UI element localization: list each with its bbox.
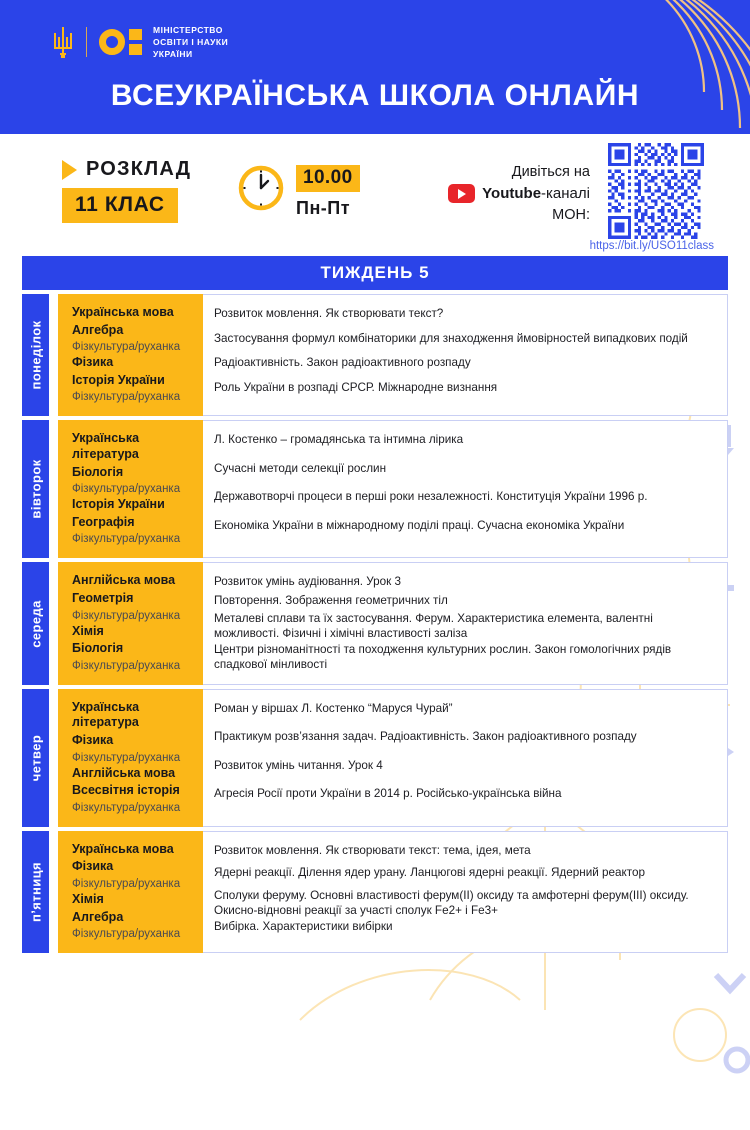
lesson-slot: Вибірка. Характеристики вибірки bbox=[214, 919, 393, 933]
ministry-name bbox=[153, 24, 228, 60]
week-banner: ТИЖДЕНЬ 5 bbox=[22, 256, 728, 290]
lesson-slot: Роман у віршах Л. Костенко “Маруся Чурай” bbox=[214, 701, 453, 715]
subject-slot: Історія України Фізкультура/руханка bbox=[72, 372, 181, 404]
lesson-column bbox=[203, 689, 728, 827]
youtube-brand: Youtube bbox=[482, 185, 542, 203]
subject-column bbox=[58, 294, 203, 416]
lesson-slot: Розвиток мовлення. Як створювати текст? bbox=[214, 307, 444, 320]
subject-column bbox=[58, 420, 203, 558]
subject-slot: Англійська мова bbox=[72, 573, 176, 588]
subject-slot: Хімія bbox=[72, 891, 104, 906]
day-row bbox=[22, 294, 728, 416]
subject-slot: Геометрія Фізкультура/руханка bbox=[72, 591, 181, 622]
schedule-table bbox=[22, 256, 728, 953]
lesson-slot: Застосування формул комбінаторики для знаходження ймовірностей випадкових подій bbox=[214, 331, 688, 345]
lesson-column bbox=[203, 294, 728, 416]
day-label: понеділок bbox=[28, 320, 43, 390]
oe-bars-icon bbox=[129, 29, 142, 55]
ministry-line-1: МІНІСТЕРСТВО bbox=[153, 25, 223, 35]
days-label: Пн-Пт bbox=[296, 198, 351, 218]
subject-column bbox=[58, 831, 203, 953]
time-badge: 10.00 bbox=[296, 165, 360, 192]
subject-slot: Біологія Фізкультура/руханка bbox=[72, 464, 181, 496]
day-label: п’ятниця bbox=[28, 861, 43, 922]
subject-slot: Фізика Фізкультура/руханка bbox=[72, 733, 181, 764]
lesson-slot: Ядерні реакції. Ділення ядер урану. Ланцюгові ядерні реакції. Ядерний реактор bbox=[214, 866, 645, 880]
watch-line-1: Дивіться на bbox=[511, 164, 590, 180]
subject-slot: Українська література bbox=[72, 699, 140, 730]
subject-slot: Українська література bbox=[72, 431, 140, 461]
page-header bbox=[0, 0, 750, 134]
play-triangle-icon bbox=[62, 160, 77, 180]
lesson-column bbox=[203, 831, 728, 953]
header-decorative-arcs bbox=[580, 0, 750, 134]
subject-column bbox=[58, 562, 203, 684]
lesson-slot: Центри різноманітності та походження культурних рослин. Закон гомологічних рядів спадкової мінливості bbox=[214, 642, 672, 672]
ministry-line-3: УКРАЇНИ bbox=[153, 49, 193, 60]
clock-icon bbox=[237, 164, 285, 212]
youtube-brand-suffix: -каналі bbox=[541, 185, 590, 203]
lesson-slot: Економіка України в міжнародному поділі праці. Сучасна економіка України bbox=[214, 518, 625, 532]
info-strip bbox=[0, 134, 750, 256]
lesson-slot: Розвиток умінь аудіювання. Урок 3 bbox=[214, 575, 402, 589]
day-row bbox=[22, 562, 728, 684]
youtube-block bbox=[420, 162, 590, 226]
schedule-label: РОЗКЛАД bbox=[86, 158, 192, 180]
subject-slot: Алгебра Фізкультура/руханка bbox=[72, 322, 181, 354]
lesson-column bbox=[203, 562, 728, 684]
class-badge: 11 КЛАС bbox=[62, 188, 178, 223]
day-label: четвер bbox=[28, 734, 43, 781]
lesson-slot: Л. Костенко – громадянська та інтимна лірика bbox=[214, 433, 464, 447]
oe-circle-icon bbox=[99, 29, 125, 55]
day-tab-friday bbox=[22, 831, 49, 953]
watch-line-3: МОН: bbox=[552, 206, 590, 223]
ministry-logo bbox=[52, 24, 228, 60]
day-tab-thursday bbox=[22, 689, 49, 827]
subject-slot: Історія України bbox=[72, 497, 165, 512]
subject-slot: Біологія Фізкультура/руханка bbox=[72, 641, 181, 672]
lesson-slot: Практикум розв’язання задач. Радіоактивність. Закон радіоактивного розпаду bbox=[214, 730, 637, 744]
lesson-slot: Розвиток мовлення. Як створювати текст: тема, ідея, мета bbox=[214, 843, 531, 857]
day-label: вівторок bbox=[28, 459, 43, 519]
lesson-slot: Розвиток умінь читання. Урок 4 bbox=[214, 758, 383, 772]
lesson-slot: Сучасні методи селекції рослин bbox=[214, 461, 387, 475]
subject-slot: Всесвітня історія Фізкультура/руханка bbox=[72, 783, 181, 814]
subject-slot: Хімія bbox=[72, 623, 104, 638]
day-tab-monday bbox=[22, 294, 49, 416]
lesson-slot: Роль України в розпаді СРСР. Міжнародне визнання bbox=[214, 380, 498, 394]
day-label: середа bbox=[28, 599, 43, 648]
day-row bbox=[22, 689, 728, 827]
lesson-column bbox=[203, 420, 728, 558]
day-row bbox=[22, 831, 728, 953]
subject-slot: Англійська мова bbox=[72, 765, 176, 780]
page-title: ВСЕУКРАЇНСЬКА ШКОЛА ОНЛАЙН bbox=[110, 79, 640, 112]
schedule-heading-block bbox=[62, 158, 191, 223]
trident-icon bbox=[52, 25, 74, 59]
lesson-slot: Повторення. Зображення геометричних тіл bbox=[214, 593, 448, 607]
ministry-line-2: ОСВІТИ І НАУКИ bbox=[153, 37, 229, 48]
subject-slot: Географія Фізкультура/руханка bbox=[72, 514, 181, 546]
lesson-slot: Сполуки феруму. Основні властивості ферум(II) оксиду та амфотерні ферум(III) оксиду. Окисно-відновні реакції за участі сполук Fe2+ і Fe3+ bbox=[214, 888, 689, 918]
lesson-slot: Металеві сплави та їх застосування. Ферум. Характеристика елемента, валентні можливості. Фізичні і хімічні властивості заліза bbox=[214, 612, 653, 641]
subject-slot: Алгебра Фізкультура/руханка bbox=[72, 909, 181, 941]
logo-divider bbox=[86, 27, 87, 57]
subject-slot: Українська мова bbox=[72, 305, 174, 319]
youtube-channel-link[interactable]: https://bit.ly/USO11class bbox=[589, 240, 714, 252]
youtube-icon[interactable] bbox=[448, 184, 475, 203]
day-tab-wednesday bbox=[22, 562, 49, 684]
day-tab-tuesday bbox=[22, 420, 49, 558]
subject-slot: Фізика Фізкультура/руханка bbox=[72, 859, 181, 890]
subject-slot: Українська мова bbox=[72, 841, 174, 856]
subject-slot: Фізика bbox=[72, 355, 114, 370]
day-row bbox=[22, 420, 728, 558]
subject-column bbox=[58, 689, 203, 827]
oe-mark bbox=[99, 29, 142, 55]
lesson-slot: Радіоактивність. Закон радіоактивного розпаду bbox=[214, 356, 471, 370]
time-block bbox=[237, 164, 360, 219]
lesson-slot: Агресія Росії проти України в 2014 р. Російсько-українська війна bbox=[214, 787, 562, 801]
lesson-slot: Державотворчі процеси в перші роки незалежності. Конституція України 1996 р. bbox=[214, 490, 648, 504]
